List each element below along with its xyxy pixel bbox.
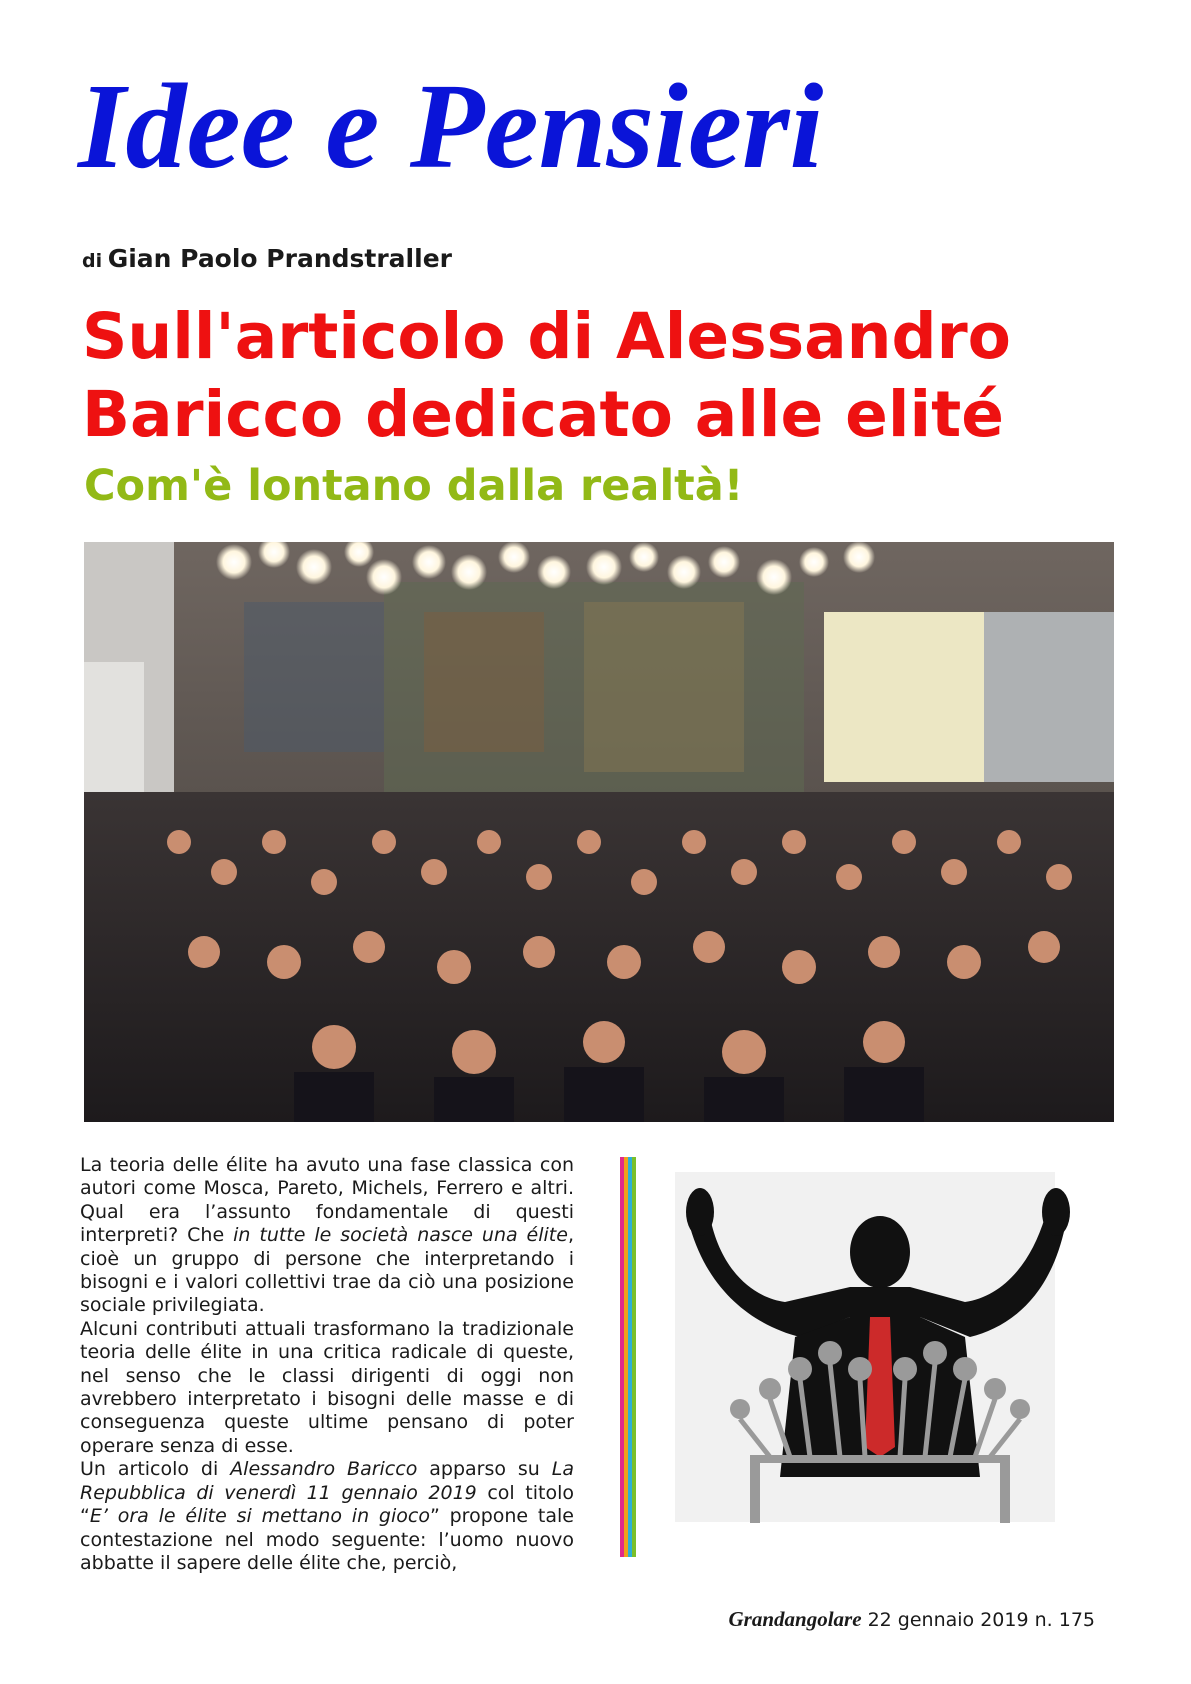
emphasis-text: Alessandro Baricco	[230, 1458, 418, 1481]
article-subtitle: Com'è lontano dalla realtà!	[84, 461, 744, 511]
headline-line-2: Baricco dedicato alle elité	[82, 378, 1004, 451]
emphasis-text: in tutte le società nasce una élite	[233, 1224, 568, 1247]
speaker-illustration	[620, 1157, 1112, 1557]
emphasis-text: E’ ora le élite si mettano in gioco	[89, 1505, 430, 1528]
text-run: ” propone tale contestazione nel modo seguente: l’uomo nuovo abbatte il sapere delle élite che, perciò,	[80, 1505, 574, 1574]
article-paragraph	[80, 1154, 574, 1318]
issue-info: 22 gennaio 2019 n. 175	[867, 1609, 1095, 1631]
article-paragraph: Alcuni contributi attuali trasformano la tradizionale teoria delle élite in una critica radicale di queste, nel senso che le classi dirigenti di oggi non avrebbero interpretato i bisogni delle masse e di conseguenza queste ultime pensano di poter operare senza di esse.	[80, 1317, 574, 1457]
article-headline	[82, 298, 1011, 454]
magazine-name: Grandangolare	[728, 1607, 862, 1631]
byline	[82, 244, 452, 273]
text-run: apparso su	[417, 1458, 552, 1481]
text-run: , cioè un gruppo di persone che interpretando i bisogni e i valori collettivi trae da ciò una posizione sociale privilegiata.	[80, 1224, 574, 1317]
byline-author: Gian Paolo Prandstraller	[107, 244, 452, 273]
crowd-photo	[84, 542, 1114, 1122]
article-paragraph	[80, 1458, 574, 1575]
headline-line-1: Sull'articolo di Alessandro	[82, 300, 1011, 373]
article-body	[80, 1154, 574, 1575]
masthead-title: Idee e Pensieri	[78, 59, 824, 194]
byline-prefix: di	[82, 250, 103, 272]
page-footer	[729, 1607, 1096, 1632]
emphasis-text: La Repubblica di venerdì 11 gennaio 2019	[80, 1458, 574, 1504]
text-run: Un articolo di	[80, 1458, 231, 1481]
text-run: La teoria delle élite ha avuto una fase classica con autori come Mosca, Pareto, Michels, Ferrero e altri. Qual era l’assunto fondamentale di questi interpreti? Che	[80, 1154, 574, 1247]
text-run: col titolo “	[80, 1481, 574, 1528]
